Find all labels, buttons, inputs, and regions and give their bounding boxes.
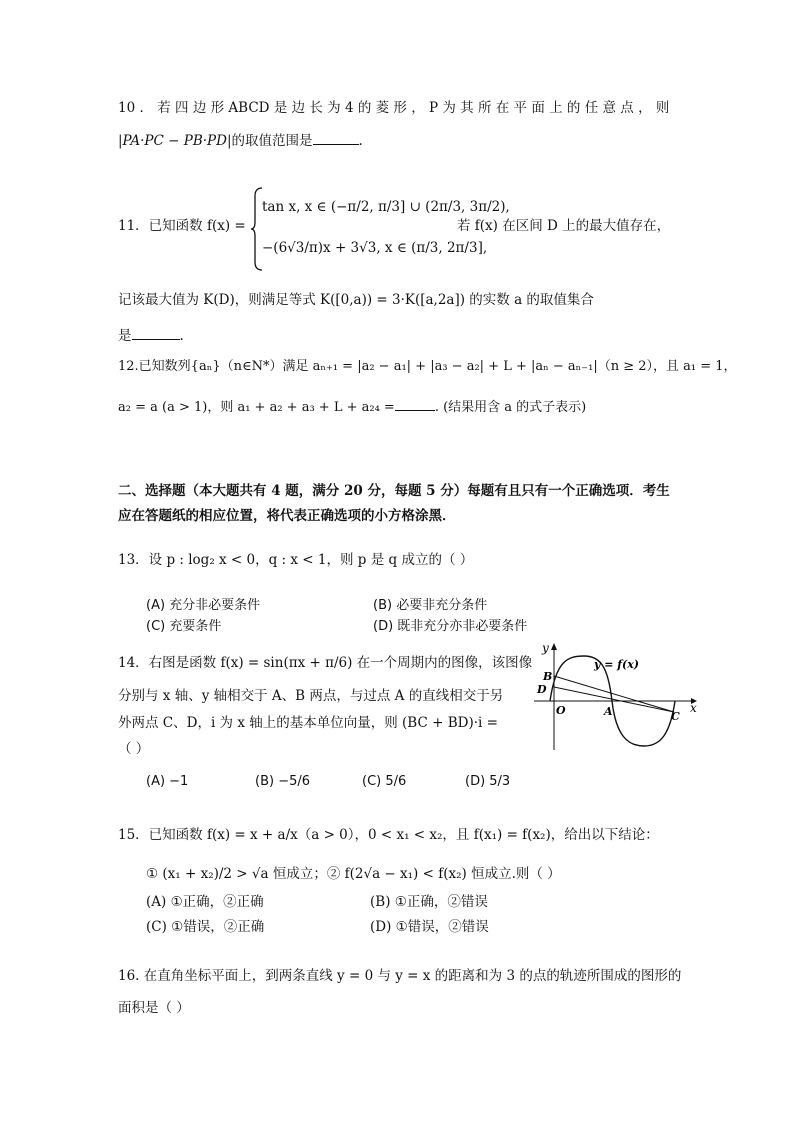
q14-line3: 外两点 C、D，i 为 x 轴上的基本单位向量，则 (BC + BD)·i = xyxy=(118,715,498,731)
q14-option-a[interactable]: (A) −1 xyxy=(146,774,189,789)
q14-sine-graph xyxy=(528,640,700,752)
q12-line2-end: . (结果用含 a 的式子表示) xyxy=(434,400,587,415)
answer-blank[interactable] xyxy=(313,132,359,145)
q11-line3 xyxy=(118,327,184,344)
q11-intro: 11．已知函数 f(x) = xyxy=(118,218,246,234)
q15-conclusions: ① (x₁ + x₂)/2 > √a 恒成立；② f(2√a − x₁) < f(x₂) 恒成立.则（ ） xyxy=(146,866,561,882)
q13-option-a[interactable]: (A) 充分非必要条件 xyxy=(146,598,261,613)
label-d: D xyxy=(537,683,547,696)
q13-option-c[interactable]: (C) 充要条件 xyxy=(146,619,222,634)
q15-option-c[interactable]: (C) ①错误，②正确 xyxy=(146,919,265,935)
line-d-c xyxy=(554,687,674,712)
q11-case2: −(6√3/π)x + 3√3, x ∈ (π/3, 2π/3], xyxy=(262,240,488,256)
label-a: A xyxy=(604,705,613,718)
label-b: B xyxy=(543,670,553,683)
q12-line2 xyxy=(118,398,586,416)
q10-line1: 10 ． 若 四 边 形 ABCD 是 边 长 为 4 的 菱 形 ， P 为 其 所 在 平 面 上 的 任 意 点 ， 则 xyxy=(118,100,670,116)
q10-tail: 的取值范围是 xyxy=(231,133,313,149)
q12-line1: 12.已知数列{aₙ}（n∈N*）满足 aₙ₊₁ = |a₂ − a₁| + |a₃ − a₂| + L + |aₙ − aₙ₋₁|（n ≥ 2），且 a₁ = 1， xyxy=(118,359,737,374)
label-y: y xyxy=(542,641,549,655)
q11-case1: tan x, x ∈ (−π/2, π/3] ∪ (2π/3, 3π/2), xyxy=(262,199,510,215)
line-b-c xyxy=(554,676,674,712)
label-x: x xyxy=(690,701,697,715)
q16-line1: 16. 在直角坐标平面上，到两条直线 y = 0 与 y = x 的距离和为 3 的点的轨迹所围成的图形的 xyxy=(118,968,682,984)
q13-stem: 13．设 p : log₂ x < 0，q : x < 1，则 p 是 q 成立的（ ） xyxy=(118,552,474,568)
q14-option-c[interactable]: (C) 5/6 xyxy=(362,774,407,789)
q11-end: . xyxy=(179,328,184,344)
q10-line2 xyxy=(118,132,363,149)
q14-option-b[interactable]: (B) −5/6 xyxy=(255,774,311,789)
q10-expr: |PA·PC − PB·PD| xyxy=(118,133,232,149)
q15-stem: 15．已知函数 f(x) = x + a/x（a > 0），0 < x₁ < x₂，且 f(x₁) = f(x₂)，给出以下结论： xyxy=(118,827,659,843)
q14-option-d[interactable]: (D) 5/3 xyxy=(465,774,511,789)
q11-line2: 记该最大值为 K(D)，则满足等式 K([0,a)) = 3·K([a,2a]) 的实数 a 的取值集合 xyxy=(118,292,594,308)
q11-line3-text: 是 xyxy=(118,328,132,344)
q10-end: . xyxy=(358,133,363,149)
y-axis-arrow xyxy=(551,643,557,650)
q14-line4: （ ） xyxy=(118,741,150,757)
q15-option-a[interactable]: (A) ①正确，②正确 xyxy=(146,894,264,910)
answer-blank[interactable] xyxy=(395,398,435,411)
q12-line2-text: a₂ = a (a > 1)，则 a₁ + a₂ + a₃ + L + a₂₄ = xyxy=(118,400,395,415)
label-func: y = f(x) xyxy=(594,658,639,671)
section2-line1: 二、选择题（本大题共有 4 题，满分 20 分，每题 5 分）每题有且只有一个正确选项．考生 xyxy=(118,483,670,499)
section2-line2: 应在答题纸的相应位置，将代表正确选项的小方格涂黑． xyxy=(118,508,456,524)
label-c: C xyxy=(671,710,680,723)
q14-line2: 分别与 x 轴、y 轴相交于 A、B 两点，与过点 A 的直线相交于另 xyxy=(118,688,504,704)
q11-after: 若 f(x) 在区间 D 上的最大值存在， xyxy=(457,218,671,234)
label-o: O xyxy=(556,704,566,717)
q13-option-d[interactable]: (D) 既非充分亦非必要条件 xyxy=(373,619,528,634)
q15-option-b[interactable]: (B) ①正确，②错误 xyxy=(370,894,488,910)
answer-blank[interactable] xyxy=(132,327,180,340)
q14-line1: 14．右图是函数 f(x) = sin(πx + π/6) 在一个周期内的图像，该图像 xyxy=(118,655,533,671)
q16-line2: 面积是（ ） xyxy=(118,1000,190,1016)
q13-option-b[interactable]: (B) 必要非充分条件 xyxy=(373,598,488,613)
q15-option-d[interactable]: (D) ①错误，②错误 xyxy=(370,919,489,935)
